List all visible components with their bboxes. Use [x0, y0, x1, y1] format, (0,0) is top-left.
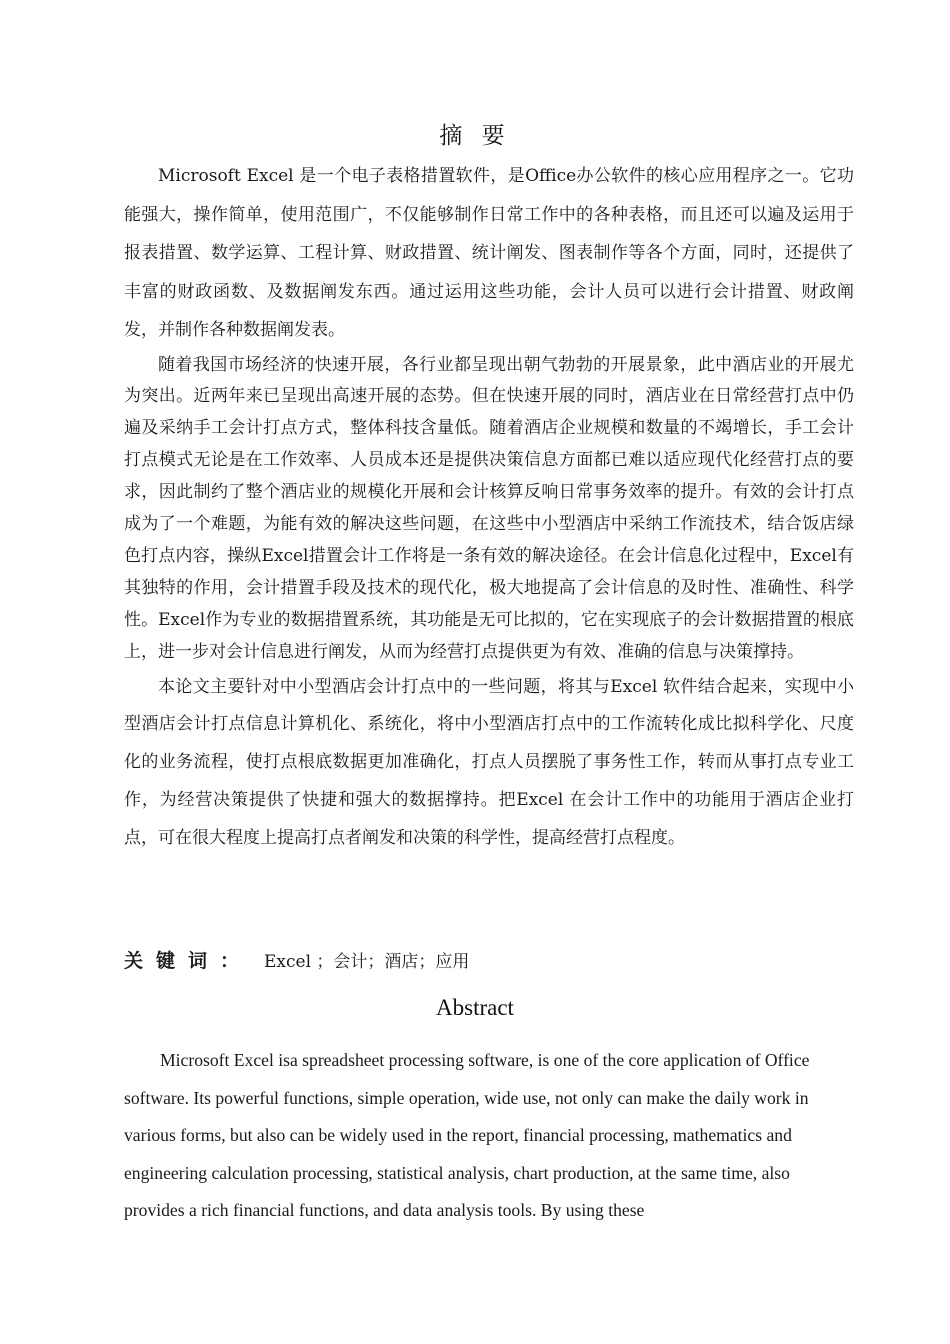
abstract-cn-paragraph: 随着我国市场经济的快速开展，各行业都呈现出朝气勃勃的开展景象，此中酒店业的开展尤为突出。近两年来已呈现出高速开展的态势。但在快速开展的同时，酒店业在日常经营打点中仍遍及采纳手工会计打点方式，整体科技含量低。随着酒店企业规模和数量的不竭增长，手工会计打点模式无论是在工作效率、人员成本还是提供决策信息方面都已难以适应现代化经营打点的要求，因此制约了整个酒店业的规模化开展和会计核算反响日常事务效率的提升。有效的会计打点成为了一个难题，为能有效的解决这些问题，在这些中小型酒店中采纳工作流技术，结合饭店绿色打点内容，操纵Excel措置会计工作将是一条有效的解决途径。在会计信息化过程中，Excel有其独特的作用，会计措置手段及技术的现代化，极大地提高了会计信息的及时性、准确性、科学性。Excel作为专业的数据措置系统，其功能是无可比拟的，它在实现底子的会计数据措置的根底上，进一步对会计信息进行阐发，从而为经营打点提供更为有效、准确的信息与决策撑持。 [124, 354, 854, 662]
keywords-line [124, 945, 854, 978]
abstract-cn-title: 摘 要 [439, 123, 511, 149]
abstract-cn-body [124, 157, 854, 858]
keywords-label: 关键词： [124, 950, 253, 972]
abstract-en-body [124, 1042, 854, 1230]
abstract-cn-paragraph: Microsoft Excel 是一个电子表格措置软件，是Office办公软件的核心应用程序之一。它功能强大，操作简单，使用范围广，不仅能够制作日常工作中的各种表格，而且还可以遍及运用于报表措置、数学运算、工程计算、财政措置、统计阐发、图表制作等各个方面，同时，还提供了丰富的财政函数、及数据阐发东西。通过运用这些功能，会计人员可以进行会计措置、财政阐发，并制作各种数据阐发表。 [124, 166, 854, 340]
keywords-value: Excel ；会计；酒店；应用 [264, 952, 470, 972]
abstract-en-paragraph: Microsoft Excel isa spreadsheet processing software, is one of the core application of Office software. Its powerful functions, simple operation, wide use, not only can make the daily work in various forms, but also can be widely used in the report, financial processing, mathematics and engineering calculation processing, statistical analysis, chart production, at the same time, also provides a rich financial functions, and data analysis tools. By using these [124, 1050, 810, 1221]
abstract-cn-paragraph: 本论文主要针对中小型酒店会计打点中的一些问题，将其与Excel 软件结合起来，实现中小型酒店会计打点信息计算机化、系统化，将中小型酒店打点中的工作流转化成比拟科学化、尺度化的业务流程，使打点根底数据更加准确化，打点人员摆脱了事务性工作，转而从事打点专业工作，为经营决策提供了快捷和强大的数据撑持。把Excel 在会计工作中的功能用于酒店企业打点，可在很大程度上提高打点者阐发和决策的科学性，提高经营打点程度。 [124, 676, 854, 848]
abstract-en-title: Abstract [436, 995, 514, 1020]
